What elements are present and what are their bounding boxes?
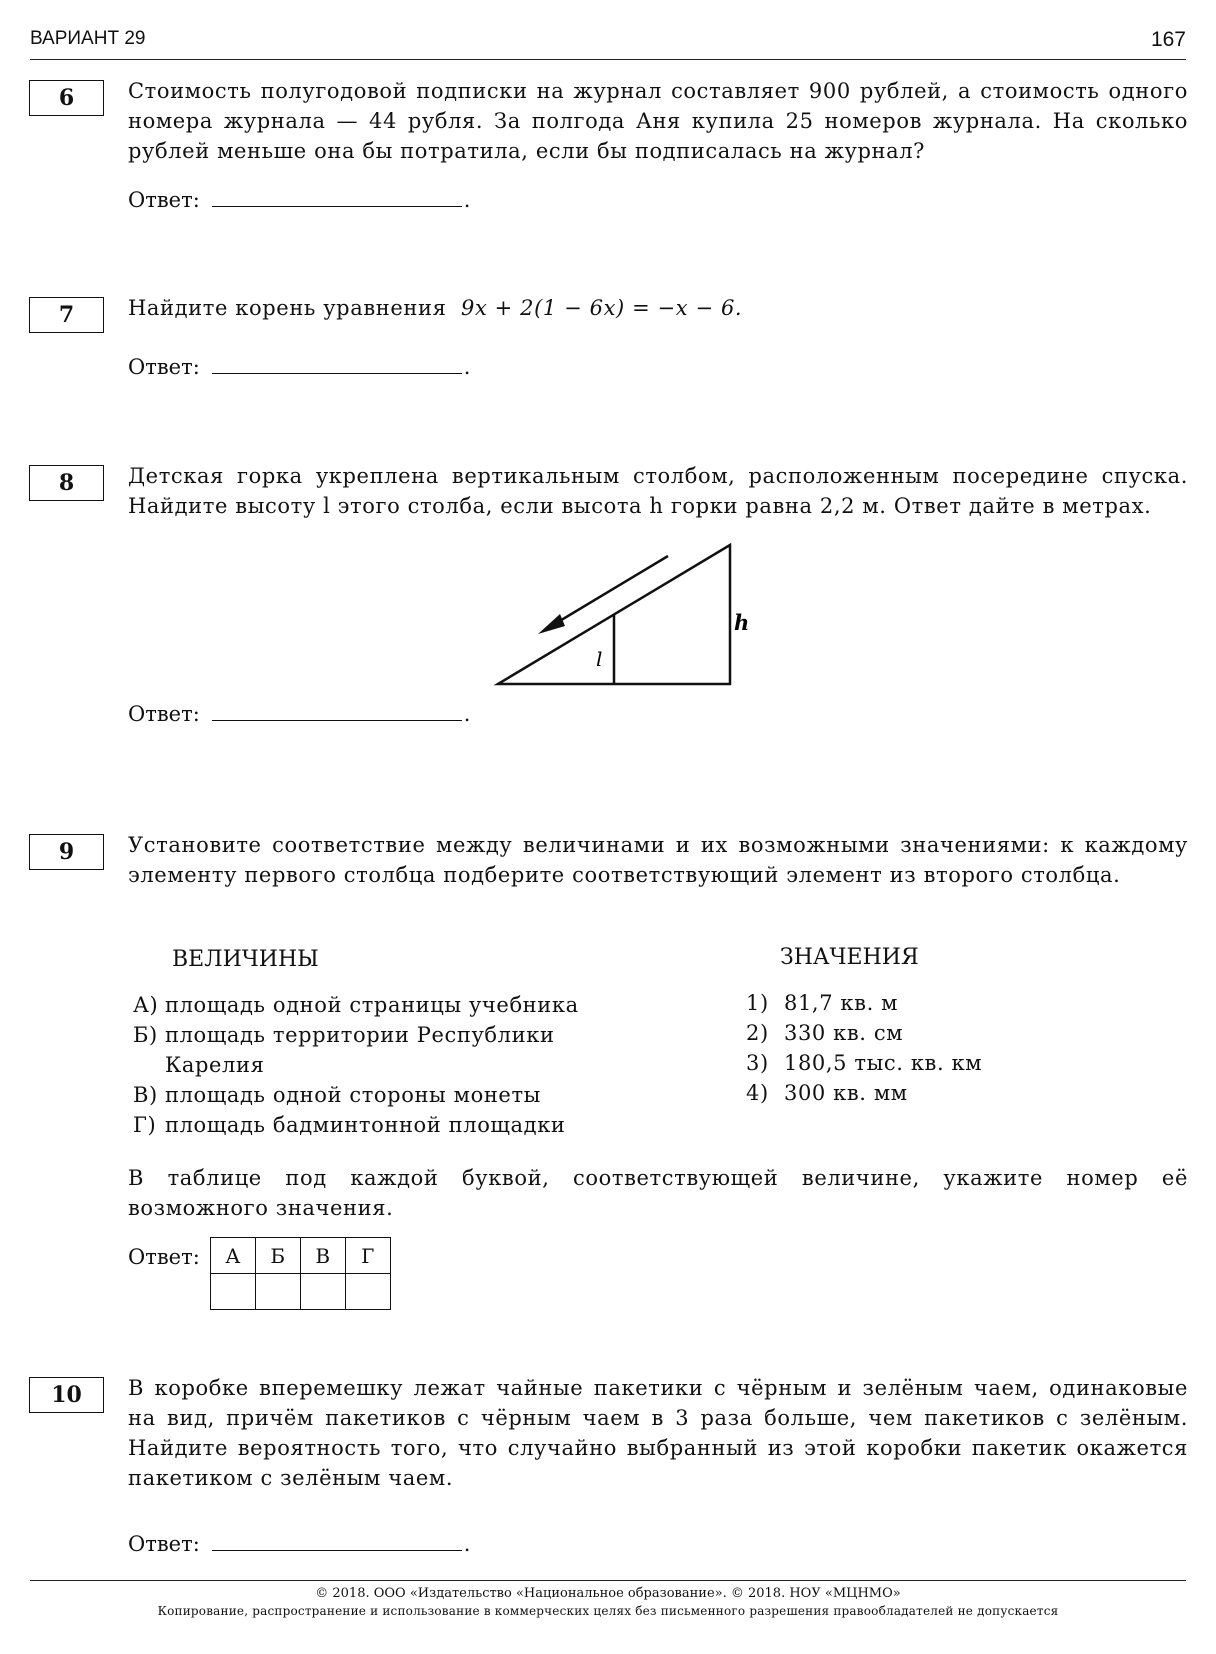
task-8-text: Детская горка укреплена вертикальным столбом, расположенным посередине спуска. Найдите высоту l этого столба, если высота h горки равна 2,2 м. Ответ дайте в метрах. bbox=[128, 464, 1188, 518]
task-number-9: 9 bbox=[29, 834, 104, 870]
answer-label: Ответ: bbox=[128, 1245, 200, 1269]
table-header-v: В bbox=[300, 1238, 345, 1274]
task-7-prompt: Найдите корень уравнения bbox=[128, 296, 447, 320]
task-10-text: В коробке вперемешку лежат чайные пакетики с чёрным и зелёным чаем, одинаковые на вид, причём пакетиков с чёрным чаем в 3 раза больше, чем пакетиков с зелёным. Найдите вероятность того, что случайно выбранный из этой коробки пакетик окажется пакетиком с зелёным чаем. bbox=[128, 1376, 1188, 1490]
answer-field-6[interactable] bbox=[212, 186, 462, 207]
answer-cell-b[interactable] bbox=[255, 1274, 300, 1310]
footer-divider bbox=[30, 1580, 1186, 1581]
quantity-item: А) площадь одной страницы учебника bbox=[133, 993, 579, 1017]
answer-field-10[interactable] bbox=[212, 1530, 462, 1551]
answer-table bbox=[210, 1237, 391, 1310]
answer-label: Ответ: bbox=[128, 702, 200, 726]
task-number-6: 6 bbox=[29, 80, 104, 116]
quantities-header: ВЕЛИЧИНЫ bbox=[172, 947, 319, 972]
table-header-a: А bbox=[210, 1238, 255, 1274]
quantity-item: В) площадь одной стороны монеты bbox=[133, 1083, 541, 1107]
answer-field-7[interactable] bbox=[212, 353, 462, 374]
label-h: h bbox=[734, 610, 750, 635]
task-number-8: 8 bbox=[29, 465, 104, 501]
value-item: 4) 300 кв. мм bbox=[746, 1081, 908, 1105]
task-6-answer: Ответ: . bbox=[128, 188, 471, 212]
header-divider bbox=[30, 59, 1186, 60]
values-header: ЗНАЧЕНИЯ bbox=[780, 945, 919, 970]
answer-field-8[interactable] bbox=[212, 700, 462, 721]
value-item: 1) 81,7 кв. м bbox=[746, 991, 899, 1015]
task-9-text: Установите соответствие между величинами и их возможными значениями: к каждому элементу первого столбца подберите соответствующий элемент из второго столбца. bbox=[128, 833, 1188, 887]
copyright-notice: Копирование, распространение и использование в коммерческих целях без письменного разрешения правообладателей не допускается bbox=[157, 1604, 1059, 1618]
task-10-answer: Ответ: . bbox=[128, 1532, 471, 1556]
label-l: l bbox=[596, 647, 603, 671]
variant-title: ВАРИАНТ 29 bbox=[30, 28, 146, 49]
table-header-b: Б bbox=[255, 1238, 300, 1274]
task-7-answer: Ответ: . bbox=[128, 355, 471, 379]
arrow-head-icon bbox=[538, 614, 565, 634]
quantities-list bbox=[133, 990, 633, 1140]
task-8-answer: Ответ: . bbox=[128, 702, 471, 726]
copyright-line: © 2018. ООО «Издательство «Национальное образование». © 2018. НОУ «МЦНМО» bbox=[315, 1586, 901, 1601]
answer-label: Ответ: bbox=[128, 355, 200, 379]
answer-cell-a[interactable] bbox=[210, 1274, 255, 1310]
task-number-10: 10 bbox=[29, 1377, 104, 1413]
page-number: 167 bbox=[1150, 28, 1186, 51]
answer-label: Ответ: bbox=[128, 188, 200, 212]
value-item: 3) 180,5 тыс. кв. км bbox=[746, 1051, 983, 1075]
task-7-equation: 9x + 2(1 − 6x) = −x − 6. bbox=[461, 296, 743, 320]
task-number-7: 7 bbox=[29, 297, 104, 333]
answer-cell-g[interactable] bbox=[345, 1274, 390, 1310]
table-header-g: Г bbox=[345, 1238, 390, 1274]
slide-diagram bbox=[480, 540, 780, 700]
answer-label: Ответ: bbox=[128, 1532, 200, 1556]
task-9-answer bbox=[128, 1237, 391, 1310]
value-item: 2) 330 кв. см bbox=[746, 1021, 904, 1045]
quantity-item: Б) площадь территории Республики Карелия bbox=[133, 1023, 555, 1077]
answer-cell-v[interactable] bbox=[300, 1274, 345, 1310]
task-6-text: Стоимость полугодовой подписки на журнал составляет 900 рублей, а стоимость одного номера журнала — 44 рубля. За полгода Аня купила 25 номеров журнала. На сколько рублей меньше она бы потратила, если бы подписалась на журнал? bbox=[128, 79, 1188, 163]
values-list bbox=[746, 988, 1146, 1108]
task-9-instruction: В таблице под каждой буквой, соответствующей величине, укажите номер её возможного значения. bbox=[128, 1166, 1188, 1220]
quantity-item: Г) площадь бадминтонной площадки bbox=[133, 1113, 566, 1137]
task-7-text bbox=[128, 293, 1188, 323]
